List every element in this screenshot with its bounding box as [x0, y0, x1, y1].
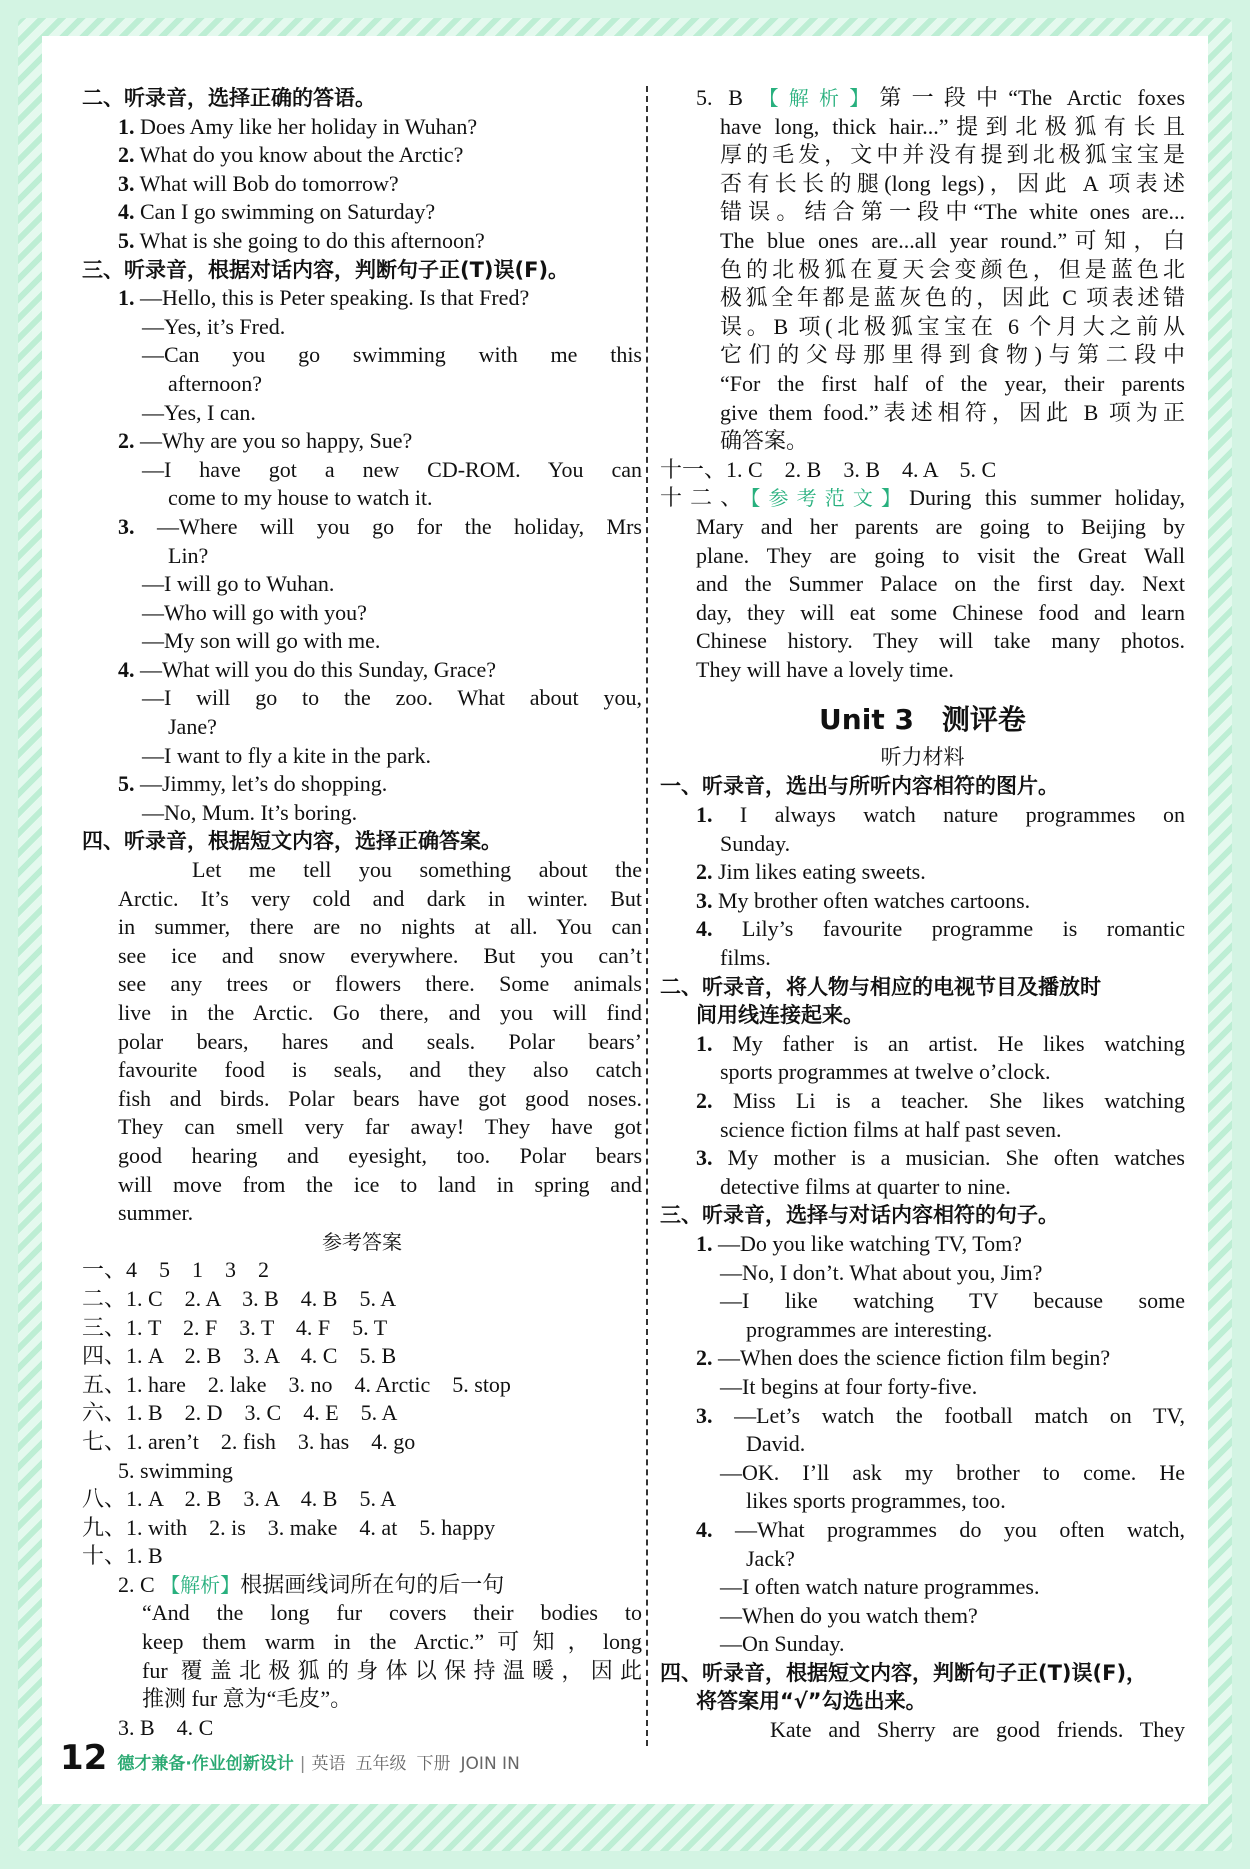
right-text-line [660, 801, 1185, 830]
right-text-line [660, 284, 1185, 313]
analysis-tag: 【参考范文】 [750, 486, 910, 511]
left-text-line [82, 370, 642, 399]
line-text: 二、1. C 2. A 3. B 4. B 5. A [82, 1285, 397, 1311]
left-text-line [82, 1685, 642, 1714]
left-text-line [82, 1399, 642, 1428]
line-text: 2. C 【解析】根据画线词所在句的后一句 [118, 1571, 505, 1597]
right-text-line [660, 542, 1185, 571]
line-text: 错误。结合第一段中“The white ones are... [720, 199, 1185, 225]
left-text-line [82, 742, 642, 771]
right-text-line [660, 627, 1185, 656]
left-text-line [82, 827, 642, 856]
left-text-line [82, 1056, 642, 1085]
right-text-line [660, 227, 1185, 256]
line-text: fish and birds. Polar bears have got good noses. [118, 1085, 642, 1111]
left-text-line [82, 1428, 642, 1457]
line-text: films. [720, 945, 771, 971]
line-text: 三、1. T 2. F 3. T 4. F 5. T [82, 1314, 388, 1340]
line-text: My brother often watches cartoons. [712, 887, 1031, 913]
left-text-line [82, 141, 642, 170]
left-text-line [82, 427, 642, 456]
line-text: 九、1. with 2. is 3. make 4. at 5. happy [82, 1514, 496, 1540]
left-text-line [82, 942, 642, 971]
right-text-line [660, 698, 1185, 742]
right-text-line [660, 830, 1185, 859]
line-text: favourite food is seals, and they also catch [118, 1057, 642, 1083]
line-text: 四、1. A 2. B 3. A 4. C 5. B [82, 1343, 397, 1369]
right-text-line [660, 1573, 1185, 1602]
line-text: detective films at quarter to nine. [720, 1173, 1011, 1199]
line-text: They can smell very far away! They have got [118, 1114, 642, 1140]
line-text: My father is an artist. He likes watching [712, 1030, 1185, 1056]
left-text-line [82, 399, 642, 428]
right-text-line [660, 456, 1185, 485]
left-text-line [82, 484, 642, 513]
left-text-line [82, 1314, 642, 1343]
left-text-line [82, 1571, 642, 1600]
line-text: 3. B 4. C [118, 1714, 214, 1740]
page-footer [60, 1738, 530, 1778]
right-text-line [660, 170, 1185, 199]
line-text: I always watch nature programmes on [712, 802, 1185, 828]
right-text-line [660, 656, 1185, 685]
left-text-line [82, 313, 642, 342]
line-text: —My son will go with me. [142, 628, 381, 654]
left-text-line [82, 170, 642, 199]
left-column [82, 84, 642, 1742]
left-text-line [82, 1142, 642, 1171]
left-text-line [82, 770, 642, 799]
line-text: —Can you go swimming with me this [142, 342, 642, 368]
left-text-line [82, 913, 642, 942]
left-text-line [82, 227, 642, 256]
left-text-line [82, 513, 642, 542]
line-text: 七、1. aren’t 2. fish 3. has 4. go [82, 1428, 416, 1454]
right-text-line [660, 113, 1185, 142]
right-text-line [660, 1201, 1185, 1230]
item-number: 4. [118, 199, 135, 225]
right-text-line [660, 1687, 1185, 1716]
line-text: polar bears, hares and seals. Polar bears’ [118, 1028, 642, 1054]
right-text-line [660, 1144, 1185, 1173]
item-number: 4. [696, 916, 713, 942]
line-text: sports programmes at twelve o’clock. [720, 1059, 1051, 1085]
right-text-line [660, 1344, 1185, 1373]
line-text: —Who will go with you? [142, 599, 367, 625]
left-text-line [82, 284, 642, 313]
line-text: 5. B 【解析】第一段中“The Arctic foxes [696, 85, 1185, 110]
line-text: see ice and snow everywhere. But you can’t [118, 942, 642, 968]
line-text: —What programmes do you often watch, [712, 1516, 1185, 1542]
line-text: science fiction films at half past seven. [720, 1116, 1062, 1142]
line-text: —No, I don’t. What about you, Jim? [720, 1259, 1043, 1285]
item-number: 3. [696, 887, 713, 913]
line-text: Kate and Sherry are good friends. They [770, 1717, 1185, 1743]
item-number: 2. [696, 1088, 713, 1113]
right-text-line [660, 313, 1185, 342]
right-text-line [660, 1630, 1185, 1659]
item-number: 1. [696, 1030, 713, 1056]
line-text: 间用线连接起来。 [696, 1003, 864, 1028]
line-text: have long, thick hair...”提到北极狐有长且 [720, 113, 1185, 139]
line-text: —Yes, I can. [142, 399, 256, 425]
right-text-line [660, 1230, 1185, 1259]
line-text: see any trees or flowers there. Some animals [118, 971, 642, 997]
line-text: 听力材料 [880, 745, 965, 770]
right-text-line [660, 772, 1185, 801]
left-text-line [82, 799, 642, 828]
line-text: plane. They are going to visit the Great Wall [696, 542, 1185, 568]
right-text-line [660, 1173, 1185, 1202]
line-text: What will Bob do tomorrow? [134, 170, 399, 196]
line-text: in summer, there are no nights at all. You can [118, 914, 642, 940]
right-text-line [660, 341, 1185, 370]
left-text-line [82, 1085, 642, 1114]
line-text: 二、听录音，选择正确的答语。 [82, 86, 376, 110]
left-text-line [82, 341, 642, 370]
line-text: 否有长长的腿(long legs)，因此 A 项表述 [720, 170, 1185, 196]
right-text-line [660, 944, 1185, 973]
right-text-line [660, 256, 1185, 285]
right-text-line [660, 973, 1185, 1002]
line-text: summer. [118, 1200, 194, 1226]
line-text: —I often watch nature programmes. [720, 1574, 1040, 1600]
left-text-line [82, 84, 642, 113]
left-text-line [82, 198, 642, 227]
analysis-tag: 【解析】 [758, 86, 880, 110]
line-text: 误。B 项(北极狐宝宝在 6 个月大之前从 [720, 313, 1185, 339]
right-text-line [660, 370, 1185, 399]
item-number: 3. [118, 513, 135, 539]
line-text: 厚的毛发，文中并没有提到北极狐宝宝是 [720, 142, 1185, 168]
line-text: good hearing and eyesight, too. Polar bears [118, 1142, 642, 1168]
line-text: 参考答案 [322, 1229, 402, 1254]
line-text: —Let’s watch the football match on TV, [712, 1402, 1185, 1428]
item-number: 2. [696, 859, 713, 885]
right-column [660, 84, 1185, 1745]
line-text: —I have got a new CD-ROM. You can [142, 456, 642, 482]
line-text: likes sports programmes, too. [746, 1488, 1006, 1514]
line-text: Does Amy like her holiday in Wuhan? [134, 113, 478, 139]
line-text: Lily’s favourite programme is romantic [712, 916, 1185, 942]
line-text: 五、1. hare 2. lake 3. no 4. Arctic 5. stop [82, 1371, 511, 1397]
left-text-line [82, 1599, 642, 1628]
line-text: afternoon? [168, 370, 263, 396]
footer-volume: 下册 [416, 1754, 451, 1774]
item-number: 3. [696, 1145, 713, 1171]
line-text: 十一、1. C 2. B 3. B 4. A 5. C [660, 456, 997, 482]
line-text: —I like watching TV because some [720, 1288, 1185, 1314]
analysis-tag: 【解析】 [160, 1572, 241, 1597]
left-text-line [82, 1542, 642, 1571]
right-text-line [660, 570, 1185, 599]
right-text-line [660, 1373, 1185, 1402]
left-text-line [82, 599, 642, 628]
left-text-line [82, 256, 642, 285]
right-text-line [660, 742, 1185, 772]
left-text-line [82, 1113, 642, 1142]
right-text-line [660, 84, 1185, 113]
line-text: —What will you do this Sunday, Grace? [134, 656, 496, 682]
item-number: 2. [118, 428, 135, 454]
series-title: 德才兼备·作业创新设计 [117, 1754, 294, 1774]
right-text-line [660, 1030, 1185, 1059]
line-text: Chinese history. They will take many photos. [696, 628, 1185, 654]
right-text-line [660, 399, 1185, 428]
line-text: 十、1. B [82, 1543, 163, 1569]
line-text: —I want to fly a kite in the park. [142, 742, 431, 768]
line-text: They will have a lovely time. [696, 656, 954, 682]
line-text: 三、听录音，根据对话内容，判断句子正(T)误(F)。 [82, 257, 570, 282]
left-text-line [82, 627, 642, 656]
line-text: Jack? [746, 1545, 795, 1571]
line-text: Jim likes eating sweets. [712, 859, 926, 885]
line-text: 四、听录音，根据短文内容，判断句子正(T)误(F)， [660, 1660, 1148, 1685]
line-text: 极狐全年都是蓝灰色的，因此 C 项表述错 [720, 285, 1185, 311]
line-text: live in the Arctic. Go there, and you will find [118, 1000, 642, 1025]
line-text: —On Sunday. [720, 1631, 845, 1657]
line-text: —When does the science fiction film begin? [712, 1345, 1111, 1371]
left-text-line [82, 1256, 642, 1285]
right-text-line [660, 1287, 1185, 1316]
line-text: will move from the ice to land in spring and [118, 1171, 642, 1197]
left-text-line [82, 1342, 642, 1371]
line-text: and the Summer Palace on the first day. Next [696, 571, 1185, 597]
line-text: —OK. I’ll ask my brother to come. He [720, 1459, 1185, 1485]
right-text-line [660, 1716, 1185, 1745]
line-text: 5. swimming [118, 1457, 233, 1483]
line-text: —Do you like watching TV, Tom? [712, 1230, 1022, 1256]
line-text: 确答案。 [720, 428, 809, 454]
left-text-line [82, 1657, 642, 1686]
line-text: Mary and her parents are going to Beijing by [696, 513, 1185, 539]
left-text-line [82, 970, 642, 999]
line-text: Lin? [168, 542, 209, 568]
line-text: —Hello, this is Peter speaking. Is that Fred? [134, 285, 530, 311]
right-text-line [660, 1659, 1185, 1688]
left-text-line [82, 1285, 642, 1314]
right-text-line [660, 484, 1185, 513]
left-text-line [82, 713, 642, 742]
line-text: —I will go to the zoo. What about you, [142, 685, 642, 711]
line-text: give them food.”表述相符，因此 B 项为正 [720, 399, 1185, 425]
footer-grade: 五年级 [355, 1754, 407, 1774]
item-number: 3. [696, 1402, 713, 1428]
line-text: 三、听录音，选择与对话内容相符的句子。 [660, 1203, 1059, 1228]
item-number: 1. [118, 113, 135, 139]
right-text-line [660, 1001, 1185, 1030]
line-text: 它们的父母那里得到食物)与第二段中 [720, 342, 1185, 368]
left-text-line [82, 1628, 642, 1657]
right-text-line [660, 1602, 1185, 1631]
item-number: 4. [118, 656, 135, 682]
right-text-line [660, 599, 1185, 628]
line-text: day, they will eat some Chinese food and learn [696, 599, 1185, 625]
document-page [42, 36, 1208, 1804]
right-text-line [660, 1516, 1185, 1545]
left-text-line [82, 1457, 642, 1486]
line-text: —Yes, it’s Fred. [142, 313, 286, 339]
line-text: The blue ones are...all year round.”可知，白 [720, 227, 1185, 253]
left-text-line [82, 1228, 642, 1257]
line-text: What is she going to do this afternoon? [134, 227, 485, 253]
right-text-line [660, 427, 1185, 456]
left-text-line [82, 1371, 642, 1400]
right-text-line [660, 513, 1185, 542]
right-text-line [660, 1487, 1185, 1516]
line-text: —Why are you so happy, Sue? [134, 428, 413, 454]
line-text: 一、4 5 1 3 2 [82, 1257, 270, 1283]
item-number: 2. [696, 1345, 713, 1371]
line-text: My mother is a musician. She often watches [712, 1145, 1185, 1171]
line-text: Can I go swimming on Saturday? [134, 199, 436, 225]
left-text-line [82, 570, 642, 599]
right-text-line [660, 198, 1185, 227]
item-number: 1. [118, 285, 135, 311]
line-text: 二、听录音，将人物与相应的电视节目及播放时 [660, 974, 1101, 999]
item-number: 2. [118, 142, 135, 168]
left-text-line [82, 113, 642, 142]
right-text-line [660, 1259, 1185, 1288]
right-text-line [660, 1402, 1185, 1431]
line-text: 十二、【参考范文】During this summer holiday, [660, 485, 1185, 511]
footer-subject: 英语 [311, 1754, 346, 1774]
line-text: 将答案用“√”勾选出来。 [696, 1689, 927, 1714]
left-text-line [82, 1028, 642, 1057]
line-text: 八、1. A 2. B 3. A 4. B 5. A [82, 1486, 397, 1512]
left-text-line [82, 856, 642, 885]
item-number: 5. [118, 227, 135, 253]
right-text-line [660, 1430, 1185, 1459]
right-text-line [660, 1545, 1185, 1574]
right-text-line [660, 1116, 1185, 1145]
line-text: —When do you watch them? [720, 1602, 978, 1628]
right-text-line [660, 858, 1185, 887]
item-number: 1. [696, 1230, 713, 1256]
line-text: “And the long fur covers their bodies to [142, 1600, 642, 1626]
right-text-line [660, 1087, 1185, 1116]
right-text-line [660, 915, 1185, 944]
line-text: 四、听录音，根据短文内容，选择正确答案。 [82, 829, 502, 854]
line-text: “For the first half of the year, their parents [720, 370, 1185, 396]
line-text: —I will go to Wuhan. [142, 571, 335, 597]
line-text: programmes are interesting. [746, 1316, 993, 1342]
left-text-line [82, 1514, 642, 1543]
right-text-line [660, 1316, 1185, 1345]
line-text: Let me tell you something about the [192, 857, 642, 883]
left-text-line [82, 456, 642, 485]
footer-separator: | [299, 1754, 306, 1774]
item-number: 5. [118, 771, 135, 797]
left-text-line [82, 999, 642, 1028]
footer-edition: JOIN IN [460, 1754, 520, 1774]
left-text-line [82, 1171, 642, 1200]
right-text-line [660, 1459, 1185, 1488]
line-text: David. [746, 1431, 806, 1457]
line-text: 六、1. B 2. D 3. C 4. E 5. A [82, 1400, 398, 1426]
right-text-line [660, 887, 1185, 916]
left-text-line [82, 885, 642, 914]
line-text: What do you know about the Arctic? [134, 142, 464, 168]
line-text: 色的北极狐在夏天会变颜色，但是蓝色北 [720, 256, 1185, 282]
line-text: —Jimmy, let’s do shopping. [134, 771, 388, 797]
right-text-line [660, 1058, 1185, 1087]
right-text-line [660, 141, 1185, 170]
line-text: —Where will you go for the holiday, Mrs [134, 513, 642, 539]
page-number: 12 [60, 1738, 108, 1778]
item-number: 3. [118, 170, 135, 196]
line-text: Miss Li is a teacher. She likes watching [712, 1088, 1185, 1113]
line-text: keep them warm in the Arctic.”可知，long [142, 1629, 642, 1655]
line-text: 推测 fur 意为“毛皮”。 [142, 1686, 353, 1712]
line-text: Jane? [168, 714, 217, 740]
line-text: —No, Mum. It’s boring. [142, 799, 358, 825]
line-text: —It begins at four forty-five. [720, 1373, 978, 1399]
left-text-line [82, 1485, 642, 1514]
line-text: 一、听录音，选出与所听内容相符的图片。 [660, 774, 1059, 799]
left-text-line [82, 1199, 642, 1228]
column-divider [646, 86, 648, 1746]
line-text: Arctic. It’s very cold and dark in winter. But [118, 885, 642, 911]
item-number: 1. [696, 802, 713, 828]
line-text: Sunday. [720, 830, 791, 856]
left-text-line [82, 684, 642, 713]
line-text: come to my house to watch it. [168, 485, 433, 511]
line-text: Unit 3 测评卷 [819, 703, 1026, 737]
item-number: 4. [696, 1516, 713, 1542]
left-text-line [82, 542, 642, 571]
left-text-line [82, 656, 642, 685]
line-text: fur 覆盖北极狐的身体以保持温暖，因此 [142, 1657, 642, 1683]
